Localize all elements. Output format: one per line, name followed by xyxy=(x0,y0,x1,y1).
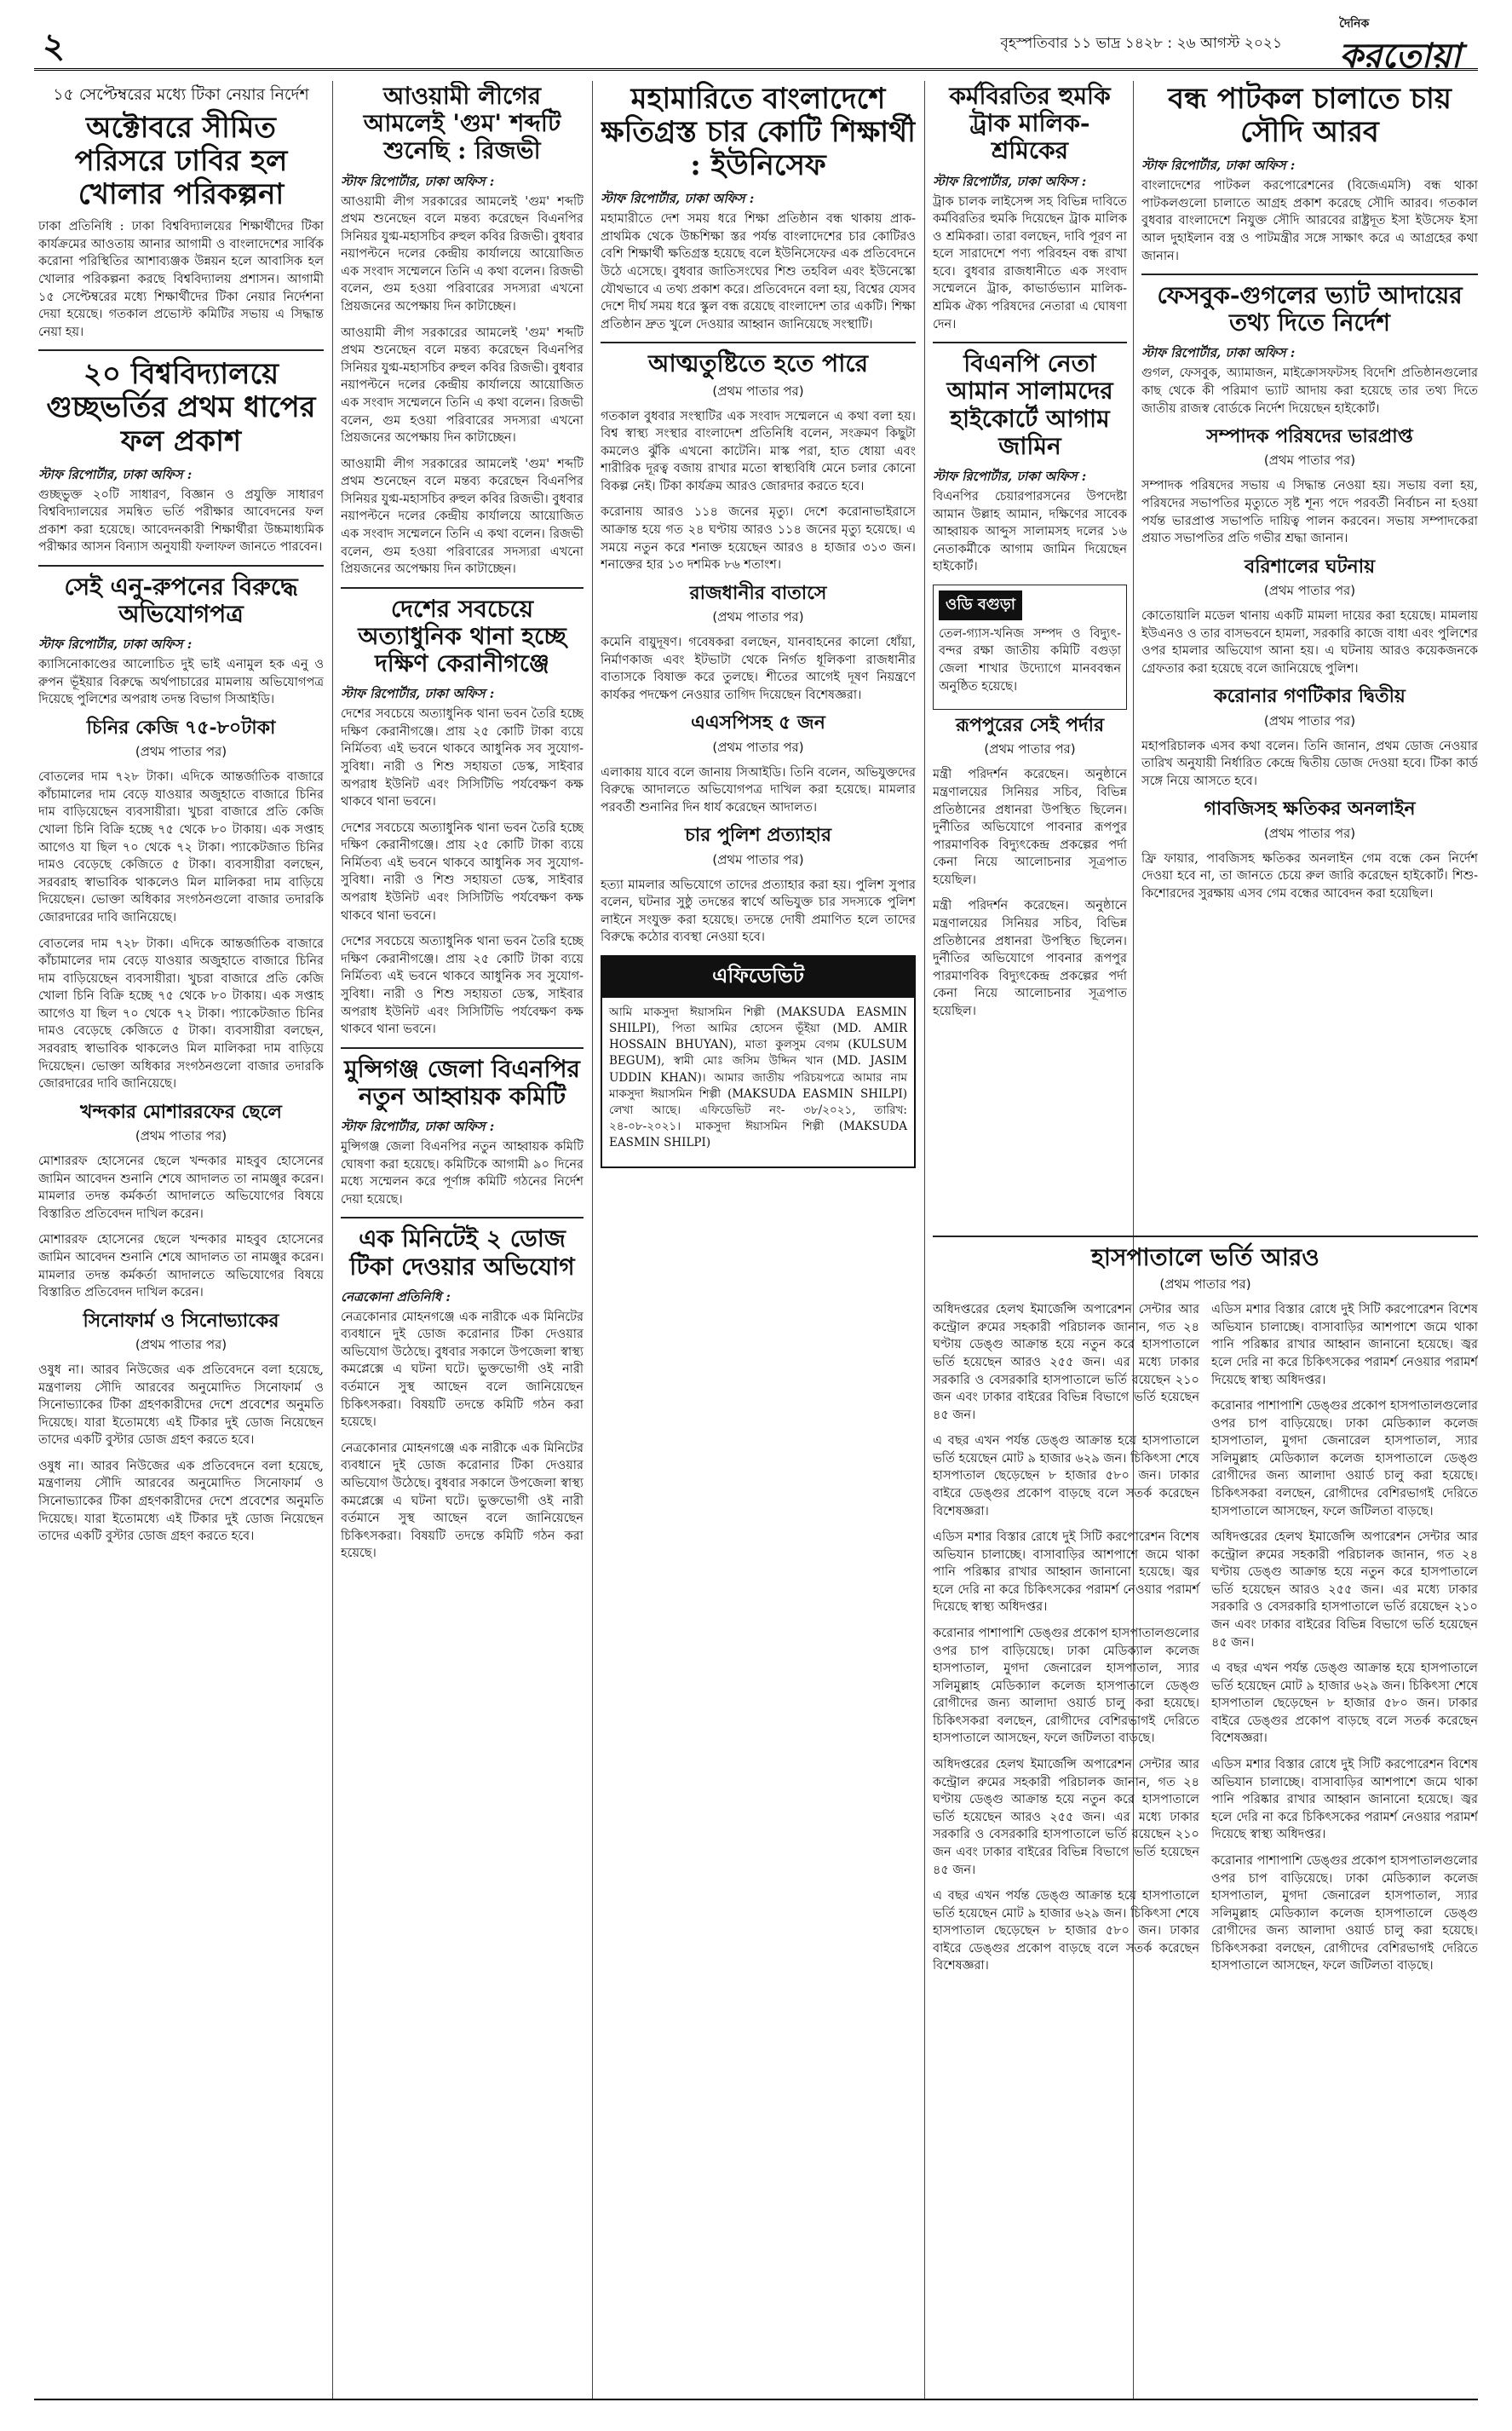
headline-jute-mills[interactable]: বন্ধ পাটকল চালাতে চায় সৌদি আরব xyxy=(1168,82,1452,150)
article-body: বোতলের দাম ৭২৮ টাকা। এদিকে আন্তর্জাতিক বাজারে কাঁচামালের দাম বেড়ে যাওয়ার অজুহাতে বাজারে চিনির দাম বাড়িয়েছেন ব্যবসায়ীরা। খুচরা বাজারে প্রতি কেজি খোলা চিনি বিক্রি হচ্ছে ৭৫ থেকে ৮০ টাকায়। এক সপ্তাহ আগেও যা ছিল ৭০ থেকে ৭২ টাকা। প্যাকেটজাত চিনির দামও বেড়েছে কেজিতে ৫ টাকা। ব্যবসায়ীরা বলছেন, সরবরাহ স্বাভাবিক থাকলেও মিল মালিকরা দাম বাড়িয়ে দিয়েছেন। ভোক্তা অধিকার সংগঠনগুলো বাজার তদারকি জোরদারের দাবি জানিয়েছে। xyxy=(38,936,324,1092)
article-body: তেল-গ্যাস-খনিজ সম্পদ ও বিদ্যুৎ-বন্দর রক্ষা জাতীয় কমিটি বগুড়া জেলা শাখার উদ্যোগে মানববন্ধন অনুষ্ঠিত হয়েছে। xyxy=(939,626,1121,694)
article-body: কোতোয়ালি মডেল থানায় একটি মামলা দায়ের করা হয়েছে। মামলায় ইউএনও ও তার বাসভবনে হামলা, সরকারি কাজে বাধা এবং পুলিশের ওপর হামলার অভিযোগ আনা হয়। এ ঘটনায় আরও কয়েকজনকে গ্রেফতার করা হয়েছে বলে জানিয়েছে পুলিশ। xyxy=(1141,609,1478,676)
article-body: আওয়ামী লীগ সরকারের আমলেই 'গুম' শব্দটি প্রথম শুনেছেন বলে মন্তব্য করেছেন বিএনপির সিনিয়র যুগ্ম-মহাসচিব রুহুল কবির রিজভী। বুধবার নয়াপল্টনে দলের কেন্দ্রীয় কার্যালয়ে আয়োজিত এক সংবাদ সম্মেলনে তিনি এ কথা বলেন। রিজভী বলেন, গুম হওয়া পরিবারের সদস্যরা এখনো প্রিয়জনের অপেক্ষায় দিন কাটাচ্ছেন। xyxy=(341,457,584,577)
brand-top: দৈনিক xyxy=(1339,17,1370,31)
article-body: মোশাররফ হোসেনের ছেলে খন্দকার মাহবুব হোসেনের জামিন আবেদন শুনানি শেষে আদালত তা নামঞ্জুর করেন। মামলার তদন্ত কর্মকর্তা আদালতে অভিযোগের বিষয়ে বিস্তারিত প্রতিবেদন দাখিল করেন। xyxy=(38,1233,324,1300)
continuation-note: (প্রথম পাতার পর) xyxy=(712,383,804,399)
article-body: এ বছর এখন পর্যন্ত ডেঙ্গু আক্রান্ত হয়ে হাসপাতালে ভর্তি হয়েছেন মোট ৯ হাজার ৬২৯ জন। চিকিৎসা শেষে হাসপাতাল ছেড়েছেন ৮ হাজার ৫৮০ জন। ঢাকার বাইরে ডেঙ্গুর প্রকোপ বাড়ছে বলে সতর্ক করেছেন বিশেষজ্ঞরা। xyxy=(933,1889,1199,1973)
article-body: গতকাল বুধবার সংস্থাটির এক সংবাদ সম্মেলনে এ কথা বলা হয়। বিশ্ব স্বাস্থ্য সংস্থার বাংলাদেশ প্রতিনিধি বলেন, সংক্রমণ কিছুটা কমলেও ঝুঁকি এখনো কাটেনি। মাস্ক পরা, হাত ধোয়া এবং শারীরিক দূরত্ব বজায় রাখার মতো স্বাস্থ্যবিধি মেনে চলার কোনো বিকল্প নেই। টিকা কার্যক্রম আরও জোরদার করতে হবে। xyxy=(601,409,916,493)
headline-four-police[interactable]: চার পুলিশ প্রত্যাহার xyxy=(684,824,832,847)
continuation-note: (প্রথম পাতার পর) xyxy=(1263,712,1356,729)
article-body: গুগল, ফেসবুক, অ্যামাজন, মাইক্রোসফটসহ বিদেশি প্রতিষ্ঠানগুলোর কাছ থেকে কী পরিমাণ ভ্যাট আদায় করা হয়েছে তার তথ্য দিতে জাতীয় রাজস্ব বোর্ডকে নির্দেশ দিয়েছেন হাইকোর্ট। xyxy=(1141,366,1478,416)
byline: স্টাফ রিপোর্টার, ঢাকা অফিস : xyxy=(601,191,755,207)
headline-hospital-admission[interactable]: হাসপাতালে ভর্তি আরও xyxy=(1091,1243,1319,1271)
headline-cluster-admission[interactable]: ২০ বিশ্ববিদ্যালয়ে গুচ্ছভর্তির প্রথম ধাপের ফল প্রকাশ xyxy=(46,357,316,458)
masthead xyxy=(34,15,1478,76)
article-body: করোনার পাশাপাশি ডেঙ্গুর প্রকোপ হাসপাতালগুলোর ওপর চাপ বাড়িয়েছে। ঢাকা মেডিক্যাল কলেজ হাসপাতাল, মুগদা জেনারেল হাসপাতাল, স্যার সলিমুল্লাহ মেডিক্যাল কলেজ হাসপাতালে ডেঙ্গু রোগীদের জন্য আলাদা ওয়ার্ড চালু করা হয়েছে। চিকিৎসকরা বলছেন, রোগীদের বেশিরভাগই দেরিতে হাসপাতালে আসছেন, ফলে জটিলতা বাড়ছে। xyxy=(1211,1399,1478,1518)
divider xyxy=(38,565,324,567)
brand-name: করতোয়া xyxy=(1339,36,1461,76)
column-rule xyxy=(332,81,333,2399)
page-number: ২ xyxy=(43,26,66,66)
article-body: মহাপরিচালক এসব কথা বলেন। তিনি জানান, প্রথম ডোজ নেওয়ার তারিখ অনুযায়ী নির্ধারিত কেন্দ্রে দ্বিতীয় ডোজ দেওয়া হবে। টিকা কার্ড সঙ্গে নিয়ে আসতে হবে। xyxy=(1141,739,1478,788)
byline: স্টাফ রিপোর্টার, ঢাকা অফিস : xyxy=(1141,158,1296,174)
headline-keraniganj-thana[interactable]: দেশের সবচেয়ে অত্যাধুনিক থানা হচ্ছে দক্ষিণ কেরানীগঞ্জে xyxy=(358,594,566,678)
article-body: মন্ত্রী পরিদর্শন করেছেন। অনুষ্ঠানে মন্ত্রণালয়ের সিনিয়র সচিব, বিভিন্ন প্রতিষ্ঠানের প্রধানরা উপস্থিত ছিলেন। দুর্নীতির অভিযোগে পাবনার রূপপুর পারমাণবিক বিদ্যুৎকেন্দ্র প্রকল্পের পর্দা কেনা নিয়ে আলোচনার সূত্রপাত হয়েছিল। xyxy=(933,768,1127,887)
continuation-note: (প্রথম পাতার পর) xyxy=(1263,583,1356,599)
headline-complacency[interactable]: আত্মতুষ্টিতে হতে পারে xyxy=(648,349,868,378)
article-body: দেশের সবচেয়ে অত্যাধুনিক থানা ভবন তৈরি হচ্ছে দক্ষিণ কেরানীগঞ্জে। প্রায় ২৫ কোটি টাকা ব্যয়ে নির্মিতব্য এই ভবনে থাকবে আধুনিক সব সুযোগ-সুবিধা। নারী ও শিশু সহায়তা ডেস্ক, সাইবার অপরাধ ইউনিট এবং সিসিটিভি পর্যবেক্ষণ কক্ষ থাকবে থানা ভবনে। xyxy=(341,707,584,809)
divider xyxy=(1141,274,1478,275)
column-5 xyxy=(1141,81,1478,1214)
bogra-box xyxy=(933,585,1127,710)
article-body: ক্যাসিনোকাণ্ডের আলোচিত দুই ভাই এনামুল হক এনু ও রুপন ভূঁইয়ার বিরুদ্ধে অর্থপাচারের মামলায় অভিযোগপত্র দিয়েছে পুলিশের অপরাধ তদন্ত বিভাগ সিআইডি। xyxy=(38,658,324,707)
article-body: এলাকায় যাবে বলে জানায় সিআইডি। তিনি বলেন, অভিযুক্তদের বিরুদ্ধে আদালতে অভিযোগপত্র দাখিল করা হয়েছে। মামলার পরবর্তী শুনানির দিন ধার্য করেছেন আদালত। xyxy=(601,765,916,815)
headline-sinopharm[interactable]: সিনোফার্ম ও সিনোভ্যাকের xyxy=(83,1309,279,1332)
divider xyxy=(601,342,916,343)
date-line: বৃহস্পতিবার ১১ ভাদ্র ১৪২৮ : ২৬ আগস্ট ২০২১ xyxy=(1000,35,1282,52)
byline: নেত্রকোনা প্রতিনিধি : xyxy=(341,1288,451,1305)
article-body: হত্যা মামলার অভিযোগে তাদের প্রত্যাহার করা হয়। পুলিশ সুপার বলেন, ঘটনার সুষ্ঠু তদন্তের স্বার্থে অভিযুক্ত চার সদস্যকে পুলিশ লাইনে সংযুক্ত করা হয়েছে। তদন্তে দোষী প্রমাণিত হলে তাদের বিরুদ্ধে কঠোর ব্যবস্থা নেওয়া হবে। xyxy=(601,878,916,945)
article-body: বাংলাদেশের পাটকল করপোরেশনের (বিজেএমসি) বন্ধ থাকা পাটকলগুলো চালাতে আগ্রহ প্রকাশ করেছে সৌদি আরব। গতকাল বুধবার বাংলাদেশে নিযুক্ত সৌদি আরবের রাষ্ট্রদূত ইসা ইউসেফ ইসা আল দুহাইলান বস্ত্র ও পাটমন্ত্রীর সঙ্গে সাক্ষাৎ করে এ আগ্রহের কথা জানান। xyxy=(1141,179,1478,263)
column-2 xyxy=(341,81,584,2390)
article-body: এডিস মশার বিস্তার রোধে দুই সিটি করপোরেশন বিশেষ অভিযান চালাচ্ছে। বাসাবাড়ির আশপাশে জমে থাকা পানি পরিষ্কার রাখার আহ্বান জানানো হয়েছে। জ্বর হলে দেরি না করে চিকিৎসকের পরামর্শ নেওয়ার পরামর্শ দিয়েছে স্বাস্থ্য অধিদপ্তর। xyxy=(933,1530,1199,1615)
article-body: এ বছর এখন পর্যন্ত ডেঙ্গু আক্রান্ত হয়ে হাসপাতালে ভর্তি হয়েছেন মোট ৯ হাজার ৬২৯ জন। চিকিৎসা শেষে হাসপাতাল ছেড়েছেন ৮ হাজার ৫৮০ জন। ঢাকার বাইরে ডেঙ্গুর প্রকোপ বাড়ছে বলে সতর্ক করেছেন বিশেষজ্ঞরা। xyxy=(1211,1662,1478,1746)
article-body: নেত্রকোনার মোহনগঞ্জে এক নারীকে এক মিনিটের ব্যবধানে দুই ডোজ করোনার টিকা দেওয়ার অভিযোগ উঠেছে। বুধবার সকালে উপজেলা স্বাস্থ্য কমপ্লেক্সে এ ঘটনা ঘটে। ভুক্তভোগী ওই নারী বর্তমানে সুস্থ আছেন বলে জানিয়েছেন চিকিৎসকরা। বিষয়টি তদন্তে কমিটি গঠন করা হয়েছে। xyxy=(341,1310,584,1430)
column-3 xyxy=(601,81,916,2390)
affidavit-body: আমি মাকসুদা ঈয়াসমিন শিল্পী (MAKSUDA EASMIN SHILPI), পিতা আমির হোসেন ভূঁইয়া (MD. AMIR HOSSAIN BHUYAN), মাতা কুলসুম বেগম (KULSUM BEGUM), স্বামী মোঃ জসিম উদ্দিন খান (MD. JASIM UDDIN KHAN)। আমার জাতীয় পরিচয়পত্রে আমার নাম মাকসুদা ঈয়াসমিন শিল্পী (MAKSUDA EASMIN SHILPI) লেখা আছে। এফিডেভিট নং- ৩৮/২০২১, তারিখ: ২৪-০৮-২০২১। মাকসুদা ঈয়াসমিন শিল্পী (MAKSUDA EASMIN SHILPI) xyxy=(609,1005,907,1150)
divider xyxy=(341,1047,584,1049)
article-body: করোনার পাশাপাশি ডেঙ্গুর প্রকোপ হাসপাতালগুলোর ওপর চাপ বাড়িয়েছে। ঢাকা মেডিক্যাল কলেজ হাসপাতাল, মুগদা জেনারেল হাসপাতাল, স্যার সলিমুল্লাহ মেডিক্যাল কলেজ হাসপাতালে ডেঙ্গু রোগীদের জন্য আলাদা ওয়ার্ড চালু করা হয়েছে। চিকিৎসকরা বলছেন, রোগীদের বেশিরভাগই দেরিতে হাসপাতালে আসছেন, ফলে জটিলতা বাড়ছে। xyxy=(933,1627,1199,1746)
headline-sugar-price[interactable]: চিনির কেজি ৭৫-৮০টাকা xyxy=(86,717,276,740)
article-body: মন্ত্রী পরিদর্শন করেছেন। অনুষ্ঠানে মন্ত্রণালয়ের সিনিয়র সচিব, বিভিন্ন প্রতিষ্ঠানের প্রধানরা উপস্থিত ছিলেন। দুর্নীতির অভিযোগে পাবনার রূপপুর পারমাণবিক বিদ্যুৎকেন্দ্র প্রকল্পের পর্দা কেনা নিয়ে আলোচনার সূত্রপাত হয়েছিল। xyxy=(933,899,1127,1018)
headline-khandaker-son[interactable]: খন্দকার মোশাররফের ছেলে xyxy=(80,1100,282,1123)
article-body: আওয়ামী লীগ সরকারের আমলেই 'গুম' শব্দটি প্রথম শুনেছেন বলে মন্তব্য করেছেন বিএনপির সিনিয়র যুগ্ম-মহাসচিব রুহুল কবির রিজভী। বুধবার নয়াপল্টনে দলের কেন্দ্রীয় কার্যালয়ে আয়োজিত এক সংবাদ সম্মেলনে তিনি এ কথা বলেন। রিজভী বলেন, গুম হওয়া পরিবারের সদস্যরা এখনো প্রিয়জনের অপেক্ষায় দিন কাটাচ্ছেন। xyxy=(341,325,584,446)
article-body: ঢাকা প্রতিনিধি : ঢাকা বিশ্ববিদ্যালয়ের শিক্ষার্থীদের টিকা কার্যক্রমের আওতায় আনার আগামী ও বাংলাদেশের সার্বিক করোনা পরিস্থিতির আশাব্যঞ্জক উন্নয়ন হলে আবাসিক হল খোলার পরিকল্পনা করছে বিশ্ববিদ্যালয় প্রশাসন। আগামী ১৫ সেপ্টেম্বরের মধ্যে শিক্ষার্থীদের টিকা নেয়ার নির্দেশনা দেয়া হয়েছে। গতকাল প্রভোস্ট কমিটির সভায় এ সিদ্ধান্ত নেয়া হয়। xyxy=(38,220,324,339)
article-body: কমেনি বায়ুদূষণ। গবেষকরা বলছেন, যানবাহনের কালো ধোঁয়া, নির্মাণকাজ এবং ইটভাটা থেকে নির্গত ধূলিকণা রাজধানীর বাতাসকে বিষাক্ত করে তুলছে। শীতের আগেই দূষণ নিয়ন্ত্রণে কার্যকর পদক্ষেপ নেওয়ার তাগিদ দিয়েছেন বিশেষজ্ঞরা। xyxy=(601,636,916,702)
byline: স্টাফ রিপোর্টার, ঢাকা অফিস : xyxy=(933,173,1087,189)
headline-editors-council[interactable]: সম্পাদক পরিষদের ভারপ্রাপ্ত xyxy=(1206,425,1413,448)
continuation-note: (প্রথম পাতার পর) xyxy=(712,851,804,867)
article-body: ফ্রি ফায়ার, পাবজিসহ ক্ষতিকর অনলাইন গেম বন্ধে কেন নির্দেশ দেওয়া হবে না, তা জানতে চেয়ে রুল জারি করেছেন হাইকোর্ট। শিশু-কিশোরদের সুরক্ষায় এসব গেম বন্ধের আবেদন করা হয়েছিল। xyxy=(1141,851,1478,901)
headline-munshiganj-bnp[interactable]: মুন্সিগঞ্জ জেলা বিএনপির নতুন আহ্বায়ক কমিটি xyxy=(344,1054,580,1110)
bogra-tag: ওডি বগুড়া xyxy=(939,590,1022,620)
continuation-note: (প্রথম পাতার পর) xyxy=(712,609,804,625)
column-rule xyxy=(924,81,925,2399)
byline: স্টাফ রিপোর্টার, ঢাকা অফিস : xyxy=(933,468,1087,484)
article-body: অধিদপ্তরের হেলথ ইমার্জেন্সি অপারেশন সেন্টার আর কন্ট্রোল রুমের সহকারী পরিচালক জানান, গত ২৪ ঘণ্টায় ডেঙ্গু আক্রান্ত হয়ে নতুন করে হাসপাতালে ভর্তি হয়েছেন আরও ২৫৫ জন। এর মধ্যে ঢাকার সরকারি ও বেসরকারি হাসপাতালে ভর্তি রয়েছেন ২১০ জন এবং ঢাকার বাইরের বিভিন্ন বিভাগে ভর্তি হয়েছেন ৪৫ জন। xyxy=(1211,1530,1478,1650)
article-body: ওষুধ না। আরব নিউজের এক প্রতিবেদনে বলা হয়েছে, মন্ত্রণালয় সৌদি আরবের অনুমোদিত সিনোফার্ম ও সিনোভ্যাকের টিকা গ্রহণকারীদের দেশে প্রবেশের অনুমতি দিয়েছে। যারা ইতোমধ্যে এই টিকার দুই ডোজ নিয়েছেন তাদের একটি বুস্টার ডোজ গ্রহণ করতে হবে। xyxy=(38,1459,324,1544)
continuation-note: (প্রথম পাতার পর) xyxy=(135,1128,227,1144)
article-body: দেশের সবচেয়ে অত্যাধুনিক থানা ভবন তৈরি হচ্ছে দক্ষিণ কেরানীগঞ্জে। প্রায় ২৫ কোটি টাকা ব্যয়ে নির্মিতব্য এই ভবনে থাকবে আধুনিক সব সুযোগ-সুবিধা। নারী ও শিশু সহায়তা ডেস্ক, সাইবার অপরাধ ইউনিট এবং সিসিটিভি পর্যবেক্ষণ কক্ষ থাকবে থানা ভবনে। xyxy=(341,935,584,1037)
headline-bail[interactable]: বিএনপি নেতা আমান সালামদের হাইকোর্টে আগাম জামিন xyxy=(946,349,1113,460)
article-body: আওয়ামী লীগ সরকারের আমলেই 'গুম' শব্দটি প্রথম শুনেছেন বলে মন্তব্য করেছেন বিএনপির সিনিয়র যুগ্ম-মহাসচিব রুহুল কবির রিজভী। বুধবার নয়াপল্টনে দলের কেন্দ্রীয় কার্যালয়ে আয়োজিত এক সংবাদ সম্মেলনে তিনি এ কথা বলেন। রিজভী বলেন, গুম হওয়া পরিবারের সদস্যরা এখনো প্রিয়জনের অপেক্ষায় দিন কাটাচ্ছেন। xyxy=(341,194,584,314)
byline: স্টাফ রিপোর্টার, ঢাকা অফিস : xyxy=(38,637,193,653)
continuation-note: (প্রথম পাতার পর) xyxy=(984,741,1076,758)
brand-logo xyxy=(1339,19,1461,86)
continuation-note: (প্রথম পাতার পর) xyxy=(135,744,227,760)
headline-vat[interactable]: ফেসবুক-গুগলের ভ্যাট আদায়ের তথ্য দিতে নির্দেশ xyxy=(1157,281,1463,337)
divider xyxy=(933,1236,1478,1237)
article-body: দেশের সবচেয়ে অত্যাধুনিক থানা ভবন তৈরি হচ্ছে দক্ষিণ কেরানীগঞ্জে। প্রায় ২৫ কোটি টাকা ব্যয়ে নির্মিতব্য এই ভবনে থাকবে আধুনিক সব সুযোগ-সুবিধা। নারী ও শিশু সহায়তা ডেস্ক, সাইবার অপরাধ ইউনিট এবং সিসিটিভি পর্যবেক্ষণ কক্ষ থাকবে থানা ভবনে। xyxy=(341,821,584,923)
bottom-rule xyxy=(34,2399,1478,2421)
byline: স্টাফ রিপোর্টার, ঢাকা অফিস : xyxy=(1141,345,1296,361)
headline-dhaka-univ[interactable]: অক্টোবরে সীমিত পরিসরে ঢাবির হল খোলার পরিকল্পনা xyxy=(74,111,288,212)
headline-capital-air[interactable]: রাজধানীর বাতাসে xyxy=(689,581,827,604)
article-body: ট্রাক চালক লাইসেন্স সহ বিভিন্ন দাবিতে কর্মবিরতির হুমকি দিয়েছেন ট্রাক মালিক ও শ্রমিকরা। তারা বলছেন, দাবি পূরণ না হলে সারাদেশে পণ্য পরিবহন বন্ধ রাখা হবে। বুধবার রাজধানীতে এক সংবাদ সম্মেলনে ট্রাক, কাভার্ডভ্যান মালিক-শ্রমিক ঐক্য পরিষদের নেতারা এ ঘোষণা দেন। xyxy=(933,194,1127,331)
article-body: মহামারীতে দেশ সময় ধরে শিক্ষা প্রতিষ্ঠান বন্ধ থাকায় প্রাক-প্রাথমিক থেকে উচ্চশিক্ষা স্তর পর্যন্ত বাংলাদেশের চার কোটিরও বেশি শিক্ষার্থী ক্ষতিগ্রস্ত হয়েছে বলে ইউনিসেফের এক প্রতিবেদনে উঠে এসেছে। বুধবার জাতিসংঘের শিশু তহবিল এবং ইউনেস্কো যৌথভাবে এ তথ্য প্রকাশ করে। প্রতিবেদনে বলা হয়, বিশ্বের যেসব দেশে দীর্ঘ সময় ধরে স্কুল বন্ধ রয়েছে বাংলাদেশ তার একটি। শিক্ষা প্রতিষ্ঠান দ্রুত খুলে দেওয়ার আহ্বান জানিয়েছে সংস্থাটি। xyxy=(601,212,916,331)
affidavit-box xyxy=(601,955,916,1168)
continuation-note: (প্রথম পাতার পর) xyxy=(1159,1276,1251,1293)
article-body: মোশাররফ হোসেনের ছেলে খন্দকার মাহবুব হোসেনের জামিন আবেদন শুনানি শেষে আদালত তা নামঞ্জুর করেন। মামলার তদন্ত কর্মকর্তা আদালতে অভিযোগের বিষয়ে বিস্তারিত প্রতিবেদন দাখিল করেন। xyxy=(38,1155,324,1221)
article-body: অধিদপ্তরের হেলথ ইমার্জেন্সি অপারেশন সেন্টার আর কন্ট্রোল রুমের সহকারী পরিচালক জানান, গত ২৪ ঘণ্টায় ডেঙ্গু আক্রান্ত হয়ে নতুন করে হাসপাতালে ভর্তি হয়েছেন আরও ২৫৫ জন। এর মধ্যে ঢাকার সরকারি ও বেসরকারি হাসপাতালে ভর্তি রয়েছেন ২১০ জন এবং ঢাকার বাইরের বিভিন্ন বিভাগে ভর্তি হয়েছেন ৪৫ জন। xyxy=(933,1758,1199,1877)
byline: স্টাফ রিপোর্টার, ঢাকা অফিস : xyxy=(341,1119,495,1135)
divider xyxy=(341,1217,584,1218)
headline-pubg[interactable]: গাবজিসহ ক্ষতিকর অনলাইন xyxy=(1204,798,1416,821)
article-body: সম্পাদক পরিষদের সভায় এ সিদ্ধান্ত নেওয়া হয়। সভায় বলা হয়, পরিষদের সভাপতির মৃত্যুতে সৃষ্ট শূন্য পদে পরবর্তী নির্বাচন না হওয়া পর্যন্ত ভারপ্রাপ্ত সভাপতি দায়িত্ব পালন করবেন। সভায় সম্পাদকেরা প্রয়াত সভাপতির প্রতি গভীর শ্রদ্ধা জানান। xyxy=(1141,479,1478,546)
divider xyxy=(38,349,324,351)
article-body: বিএনপির চেয়ারপারসনের উপদেষ্টা আমান উল্লাহ আমান, দক্ষিণের সাবেক আহ্বায়ক আব্দুস সালামসহ দলের ১৬ নেতাকর্মীকে আগাম জামিন দিয়েছেন হাইকোর্ট। xyxy=(933,489,1127,574)
column-4 xyxy=(933,81,1127,1214)
continuation-note: (প্রথম পাতার পর) xyxy=(135,1336,227,1352)
affidavit-tag: এফিডেভিট xyxy=(602,957,914,998)
headline-enu-rupon[interactable]: সেই এনু-রুপনের বিরুদ্ধে অভিযোগপত্র xyxy=(64,572,298,629)
sub-column xyxy=(1211,1301,1478,1984)
headline-asp[interactable]: এএসপিসহ ৫ জন xyxy=(691,711,825,734)
headline-unicef[interactable]: মহামারিতে বাংলাদেশে ক্ষতিগ্রস্ত চার কোটি শিক্ষার্থী : ইউনিসেফ xyxy=(601,82,916,183)
byline: স্টাফ রিপোর্টার, ঢাকা অফিস : xyxy=(341,686,495,702)
article-body: গুচ্ছভুক্ত ২০টি সাধারণ, বিজ্ঞান ও প্রযুক্তি সাধারণ বিশ্ববিদ্যালয়ের সমন্বিত ভর্তি পরীক্ষার আবেদনের ফল প্রকাশ করা হয়েছে। আবেদনকারী শিক্ষার্থীরা উচ্চমাধ্যমিক পরীক্ষার আসন বিন্যাস অনুযায়ী ফলাফল জানতে পারবেন। xyxy=(38,487,324,555)
article-body: বোতলের দাম ৭২৮ টাকা। এদিকে আন্তর্জাতিক বাজারে কাঁচামালের দাম বেড়ে যাওয়ার অজুহাতে বাজারে চিনির দাম বাড়িয়েছেন ব্যবসায়ীরা। খুচরা বাজারে প্রতি কেজি খোলা চিনি বিক্রি হচ্ছে ৭৫ থেকে ৮০ টাকায়। এক সপ্তাহ আগেও যা ছিল ৭০ থেকে ৭২ টাকা। প্যাকেটজাত চিনির দামও বেড়েছে কেজিতে ৫ টাকা। ব্যবসায়ীরা বলছেন, সরবরাহ স্বাভাবিক থাকলেও মিল মালিকরা দাম বাড়িয়ে দিয়েছেন। ভোক্তা অধিকার সংগঠনগুলো বাজার তদারকি জোরদারের দাবি জানিয়েছে। xyxy=(38,770,324,925)
byline: স্টাফ রিপোর্টার, ঢাকা অফিস : xyxy=(341,173,495,189)
headline-truck-strike[interactable]: কর্মবিরতির হুমকি ট্রাক মালিক-শ্রমিকের xyxy=(949,82,1111,165)
article-body: নেত্রকোনার মোহনগঞ্জে এক নারীকে এক মিনিটের ব্যবধানে দুই ডোজ করোনার টিকা দেওয়ার অভিযোগ উঠেছে। বুধবার সকালে উপজেলা স্বাস্থ্য কমপ্লেক্সে এ ঘটনা ঘটে। ভুক্তভোগী ওই নারী বর্তমানে সুস্থ আছেন বলে জানিয়েছেন চিকিৎসকরা। বিষয়টি তদন্তে কমিটি গঠন করা হয়েছে। xyxy=(341,1441,584,1561)
article-body: করোনার পাশাপাশি ডেঙ্গুর প্রকোপ হাসপাতালগুলোর ওপর চাপ বাড়িয়েছে। ঢাকা মেডিক্যাল কলেজ হাসপাতাল, মুগদা জেনারেল হাসপাতাল, স্যার সলিমুল্লাহ মেডিক্যাল কলেজ হাসপাতালে ডেঙ্গু রোগীদের জন্য আলাদা ওয়ার্ড চালু করা হয়েছে। চিকিৎসকরা বলছেন, রোগীদের বেশিরভাগই দেরিতে হাসপাতালে আসছেন, ফলে জটিলতা বাড়ছে। xyxy=(1211,1853,1478,1973)
two-column-body xyxy=(933,1301,1478,1984)
article-body: এ বছর এখন পর্যন্ত ডেঙ্গু আক্রান্ত হয়ে হাসপাতালে ভর্তি হয়েছেন মোট ৯ হাজার ৬২৯ জন। চিকিৎসা শেষে হাসপাতাল ছেড়েছেন ৮ হাজার ৫৮০ জন। ঢাকার বাইরে ডেঙ্গুর প্রকোপ বাড়ছে বলে সতর্ক করেছেন বিশেষজ্ঞরা। xyxy=(933,1434,1199,1518)
headline-barishal[interactable]: বরিশালের ঘটনায় xyxy=(1244,555,1376,578)
sub-column xyxy=(933,1301,1199,1984)
column-45-bottom xyxy=(933,1227,1478,2390)
divider xyxy=(341,587,584,589)
column-1 xyxy=(38,81,324,2390)
divider xyxy=(933,342,1127,343)
byline: স্টাফ রিপোর্টার, ঢাকা অফিস : xyxy=(38,466,193,482)
headline-two-doses[interactable]: এক মিনিটেই ২ ডোজ টিকা দেওয়ার অভিযোগ xyxy=(349,1224,575,1281)
article-body: ওষুধ না। আরব নিউজের এক প্রতিবেদনে বলা হয়েছে, মন্ত্রণালয় সৌদি আরবের অনুমোদিত সিনোফার্ম ও সিনোভ্যাকের টিকা গ্রহণকারীদের দেশে প্রবেশের অনুমতি দিয়েছে। যারা ইতোমধ্যে এই টিকার দুই ডোজ নিয়েছেন তাদের একটি বুস্টার ডোজ গ্রহণ করতে হবে। xyxy=(38,1362,324,1448)
headline-mass-vaccine[interactable]: করোনার গণটিকার দ্বিতীয় xyxy=(1214,685,1406,708)
continuation-note: (প্রথম পাতার পর) xyxy=(1263,452,1356,469)
continuation-note: (প্রথম পাতার পর) xyxy=(1263,825,1356,841)
article-body: অধিদপ্তরের হেলথ ইমার্জেন্সি অপারেশন সেন্টার আর কন্ট্রোল রুমের সহকারী পরিচালক জানান, গত ২৪ ঘণ্টায় ডেঙ্গু আক্রান্ত হয়ে নতুন করে হাসপাতালে ভর্তি হয়েছেন আরও ২৫৫ জন। এর মধ্যে ঢাকার সরকারি ও বেসরকারি হাসপাতালে ভর্তি রয়েছেন ২১০ জন এবং ঢাকার বাইরের বিভিন্ন বিভাগে ভর্তি হয়েছেন ৪৫ জন। xyxy=(933,1303,1199,1422)
article-body: এডিস মশার বিস্তার রোধে দুই সিটি করপোরেশন বিশেষ অভিযান চালাচ্ছে। বাসাবাড়ির আশপাশে জমে থাকা পানি পরিষ্কার রাখার আহ্বান জানানো হয়েছে। জ্বর হলে দেরি না করে চিকিৎসকের পরামর্শ নেওয়ার পরামর্শ দিয়েছে স্বাস্থ্য অধিদপ্তর। xyxy=(1211,1303,1478,1387)
article-body: এডিস মশার বিস্তার রোধে দুই সিটি করপোরেশন বিশেষ অভিযান চালাচ্ছে। বাসাবাড়ির আশপাশে জমে থাকা পানি পরিষ্কার রাখার আহ্বান জানানো হয়েছে। জ্বর হলে দেরি না করে চিকিৎসকের পরামর্শ নেওয়ার পরামর্শ দিয়েছে স্বাস্থ্য অধিদপ্তর। xyxy=(1211,1758,1478,1842)
article-body: মুন্সিগঞ্জ জেলা বিএনপির নতুন আহ্বায়ক কমিটি ঘোষণা করা হয়েছে। কমিটিকে আগামী ৯০ দিনের মধ্যে সম্মেলন করে পূর্ণাঙ্গ কমিটি গঠনের নির্দেশ দেয়া হয়েছে। xyxy=(341,1140,584,1207)
kicker: ১৫ সেপ্টেম্বরের মধ্যে টিকা নেয়ার নির্দেশ xyxy=(53,85,309,104)
article-body: করোনায় আরও ১১৪ জনের মৃত্যু। দেশে করোনাভাইরাসে আক্রান্ত হয়ে গত ২৪ ঘণ্টায় আরও ১১৪ জনের মৃত্যু হয়েছে। এ সময়ে নতুন করে শনাক্ত হয়েছেন আরও ৪ হাজার ৩১৩ জন। শনাক্তের হার ১৩ দশমিক ৮৬ শতাংশ। xyxy=(601,505,916,573)
continuation-note: (প্রথম পাতার পর) xyxy=(712,739,804,755)
column-rule xyxy=(592,81,593,2399)
headline-rizvi[interactable]: আওয়ামী লীগের আমলেই 'গুম' শব্দটি শুনেছি : রিজভী xyxy=(363,82,561,165)
headline-rooppur[interactable]: রূপপুরের সেই পর্দার xyxy=(955,714,1105,737)
